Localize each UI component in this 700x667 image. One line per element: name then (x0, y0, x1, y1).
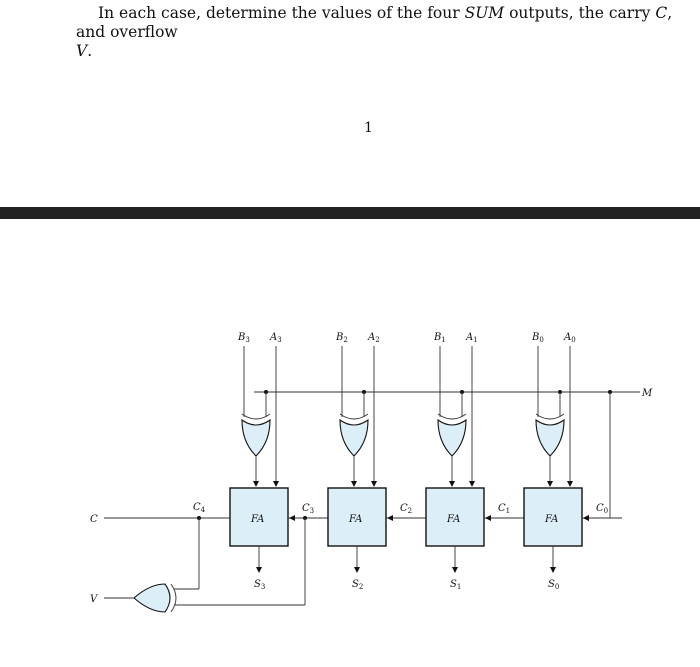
sum-output-label: $S_0$ (548, 579, 560, 591)
overflow-xor-gate (171, 584, 176, 612)
arrow (351, 481, 357, 487)
arrow (485, 515, 491, 521)
full-adder-label: FA (447, 514, 461, 525)
arrow (289, 515, 295, 521)
page-number: 1 (364, 120, 373, 136)
carry-out-label: C (90, 514, 98, 525)
arrow (469, 481, 475, 487)
carry-in-label: $C_3$ (302, 503, 315, 515)
b-input-label: $B_0$ (532, 332, 544, 344)
b-input-label: $B_1$ (434, 332, 446, 344)
a-input-label: $A_2$ (368, 332, 380, 344)
full-adder-label: FA (349, 514, 363, 525)
mode-label: M (642, 388, 653, 399)
arrow (273, 481, 279, 487)
xor-gate (536, 420, 564, 456)
arrow (547, 481, 553, 487)
arrow (387, 515, 393, 521)
b-input-label: $B_3$ (238, 332, 250, 344)
xor-gate (340, 420, 368, 456)
sum-output-label: $S_2$ (352, 579, 364, 591)
arrow (452, 567, 458, 573)
sum-variable: SUM (464, 4, 505, 22)
question-part-2: outputs, the carry (504, 4, 656, 22)
xor-gate (438, 420, 466, 456)
full-adder-label: FA (251, 514, 265, 525)
a-input-label: $A_3$ (270, 332, 282, 344)
a-input-label: $A_0$ (564, 332, 576, 344)
c4-label: $C_4$ (193, 502, 206, 514)
carry-in-label: $C_0$ (596, 503, 609, 515)
arrow (583, 515, 589, 521)
carry-variable: C (655, 4, 668, 22)
a-input-label: $A_1$ (466, 332, 478, 344)
overflow-variable: V (76, 42, 88, 60)
overflow-label: V (90, 594, 98, 605)
full-adder-label: FA (545, 514, 559, 525)
sum-output-label: $S_1$ (450, 579, 462, 591)
question-part-3: , and overflow (76, 4, 673, 41)
carry-in-label: $C_2$ (400, 503, 413, 515)
sum-output-label: $S_3$ (254, 579, 266, 591)
arrow (567, 481, 573, 487)
question-period: . (87, 42, 93, 60)
overflow-xor-gate (134, 584, 170, 612)
arrow (256, 567, 262, 573)
arrow (371, 481, 377, 487)
question-part-1: In each case, determine the values of the four (98, 4, 465, 22)
arrow (354, 567, 360, 573)
arrow (253, 481, 259, 487)
carry-in-label: $C_1$ (498, 503, 511, 515)
arrow (550, 567, 556, 573)
b-input-label: $B_2$ (336, 332, 348, 344)
arrow (449, 481, 455, 487)
xor-gate (242, 420, 270, 456)
